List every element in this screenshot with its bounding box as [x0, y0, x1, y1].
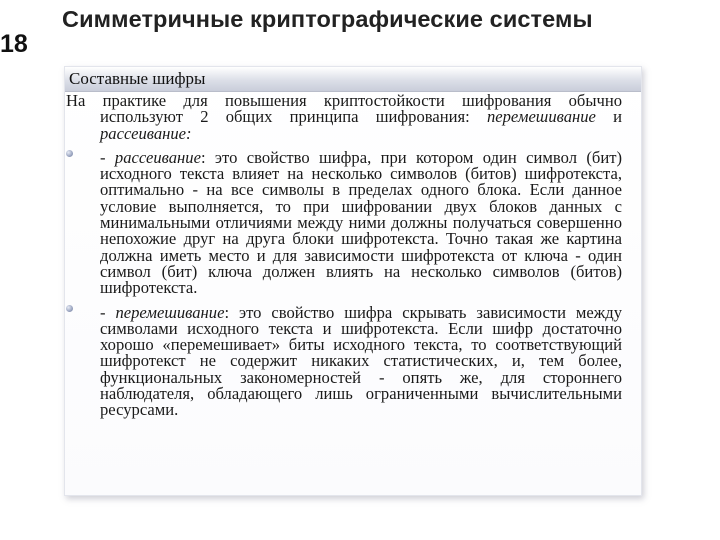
intro-term-diffusion: рассеивание:	[100, 123, 192, 143]
intro-paragraph	[66, 93, 622, 142]
list-item	[66, 147, 622, 298]
card-title: Составные шифры	[69, 69, 206, 88]
bullet-prefix: -	[100, 147, 115, 167]
bullet-term: перемешивание	[115, 302, 225, 322]
slide-number: 18	[0, 30, 28, 58]
intro-and: и	[595, 107, 623, 127]
card-body	[66, 93, 622, 419]
bullet-paragraph-mixing	[100, 302, 622, 420]
bullet-text: : это свойство шифра скрывать зависимости между символами исходного текста и шифротекста. Если шифр достаточно хорошо «перемешивает» биты исходного текста, то соответствующий шифротекст не содержит никаких статистических, и, тем более, функциональных закономерностей - опять же, для стороннего наблюдателя, обладающего лишь ограниченными вычислительными ресурсами.	[100, 302, 622, 420]
intro-term-mixing: перемешивание	[486, 107, 596, 127]
slide-title: Симметричные криптографические системы	[62, 6, 593, 32]
intro-text: На практике для повышения криптостойкости шифрования обычно используют 2 общих принципа шифрования:	[66, 91, 622, 127]
bullet-icon	[66, 150, 73, 157]
bullet-prefix: -	[100, 302, 116, 322]
bullet-term: рассеивание	[114, 147, 201, 167]
card-header	[65, 67, 641, 92]
list-item	[66, 302, 622, 420]
bullet-icon	[66, 305, 73, 312]
bullet-paragraph-diffusion	[100, 147, 622, 298]
bullet-text: : это свойство шифра, при котором один символ (бит) исходного текста влияет на несколько символов (битов) шифротекста, оптимально - на все символы в пределах одного блока. Если данное условие выполняется, то при шифровании двух блоков данных с минимальными отличиями между ними должны получаться совершенно непохожие друг на друга блоки шифротекста. Точно такая же картина должна иметь место и для зависимости шифротекста от ключа - один символ (бит) ключа должен влиять на несколько символов (битов) шифротекста.	[100, 147, 622, 298]
